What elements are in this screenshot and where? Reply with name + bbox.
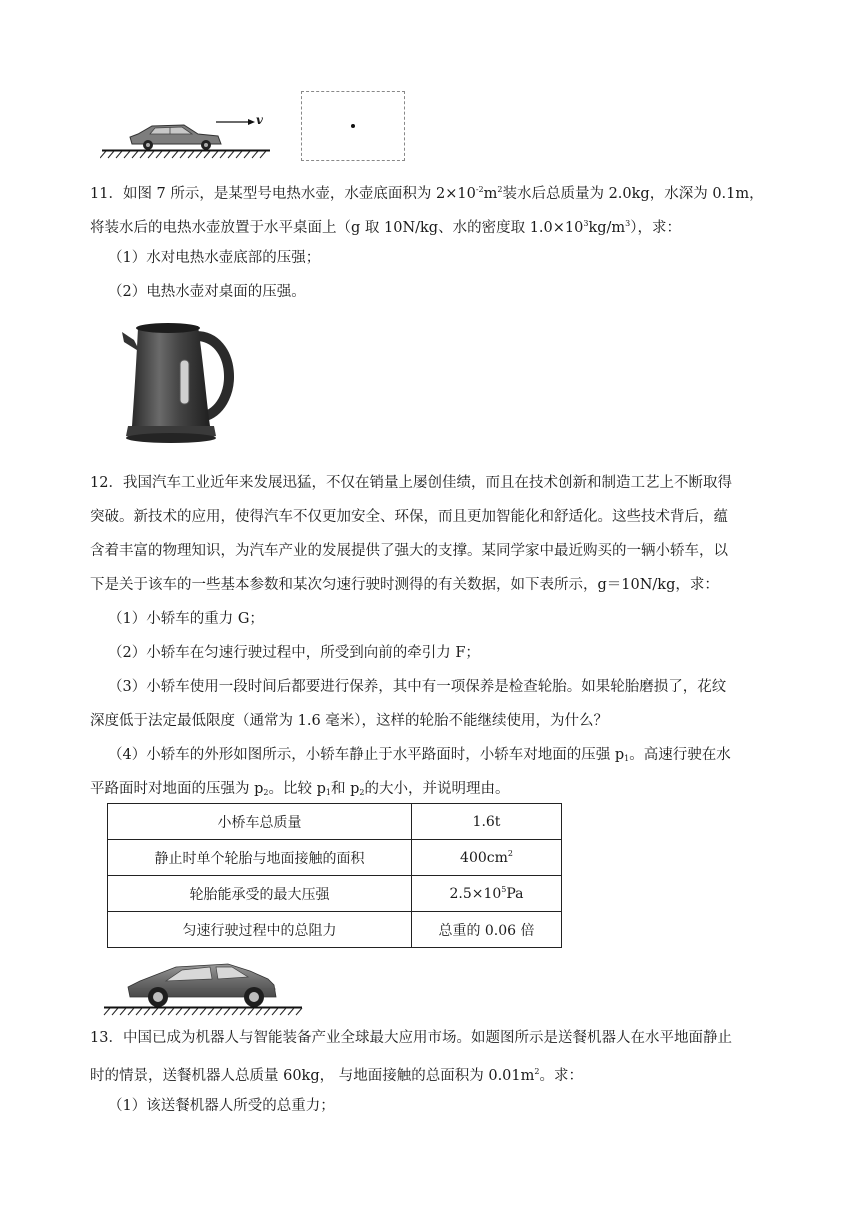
table-cell-value: $2.5\times 10^5Pa$ <box>412 876 562 912</box>
table-row <box>108 804 562 840</box>
table-cell-value: 1.6t <box>412 804 562 840</box>
table-cell-value: 总重的 0.06 倍 <box>412 912 562 948</box>
table-row <box>108 876 562 912</box>
q12-sub-4-line-1: （4）小轿车的外形如图所示，小轿车静止于水平路面时，小轿车对地面的压强 $p_1$。高速行驶在水 <box>108 747 731 763</box>
table-cell-value: $400cm^2$ <box>412 840 562 876</box>
velocity-label: v <box>256 113 263 127</box>
q12-sub-3-line-1: （3）小轿车使用一段时间后都要进行保养，其中有一项保养是检查轮胎。如果轮胎磨损了，花纹 <box>108 679 727 695</box>
table-cell-label: 静止时单个轮胎与地面接触的面积 <box>108 840 412 876</box>
q12-sub-4-line-2: 平路面时对地面的压强为 $p_2$。比较 $p_1$和 $p_2$的大小，并说明理由。 <box>90 781 510 797</box>
car-specs-table <box>107 803 562 948</box>
center-point <box>351 124 355 128</box>
force-diagram-box <box>301 91 405 161</box>
table-cell-label: 匀速行驶过程中的总阻力 <box>108 912 412 948</box>
q12-line-2: 突破。新技术的应用，使得汽车不仅更加安全、环保，而且更加智能化和舒适化。这些技术背后，蕴 <box>90 509 728 525</box>
table-cell-label: 轮胎能承受的最大压强 <box>108 876 412 912</box>
q11-sub-1: （1）水对电热水壶底部的压强； <box>108 250 321 266</box>
q13-line-2: 时的情景，送餐机器人总质量 60kg， 与地面接触的总面积为 $0.01m^2$。求： <box>90 1067 583 1084</box>
q11-line-2: 将装水后的电热水壶放置于水平桌面上（g 取 10N/kg、水的密度取 $1.0\times 10^3kg/m^3$），求： <box>90 219 681 236</box>
q12-line-3: 含着丰富的物理知识，为汽车产业的发展提供了强大的支撑。某同学家中最近购买的一辆小轿车，以 <box>90 543 728 559</box>
q12-sub-2: （2）小轿车在匀速行驶过程中，所受到向前的牵引力 F； <box>108 645 480 661</box>
q12-sub-1: （1）小轿车的重力 G； <box>108 611 264 627</box>
table-row <box>108 912 562 948</box>
q13-sub-1: （1）该送餐机器人所受的总重力； <box>108 1098 335 1114</box>
table-cell-label: 小桥车总质量 <box>108 804 412 840</box>
q12-line-4: 下是关于该车的一些基本参数和某次匀速行驶时测得的有关数据，如下表所示，g＝10N/kg，求： <box>90 577 719 593</box>
car-motion-figure <box>100 112 275 160</box>
q11-sub-2: （2）电热水壶对桌面的压强。 <box>108 284 306 300</box>
q13-line-1: 13．中国已成为机器人与智能装备产业全球最大应用市场。如题图所示是送餐机器人在水平地面静止 <box>90 1030 732 1046</box>
q12-sub-3-line-2: 深度低于法定最低限度（通常为 1.6 毫米），这样的轮胎不能继续使用，为什么？ <box>90 713 609 729</box>
table-row <box>108 840 562 876</box>
electric-kettle-image <box>118 318 238 448</box>
q12-line-1: 12．我国汽车工业近年来发展迅猛，不仅在销量上屡创佳绩，而且在技术创新和制造工艺上不断取得 <box>90 475 732 491</box>
sedan-car-image <box>100 955 305 1017</box>
q11-line-1: 11．如图 7 所示，是某型号电热水壶，水壶底面积为 $2\times 10^{-2}m^2$装水后总质量为 2.0kg，水深为 0.1m， <box>90 185 764 202</box>
